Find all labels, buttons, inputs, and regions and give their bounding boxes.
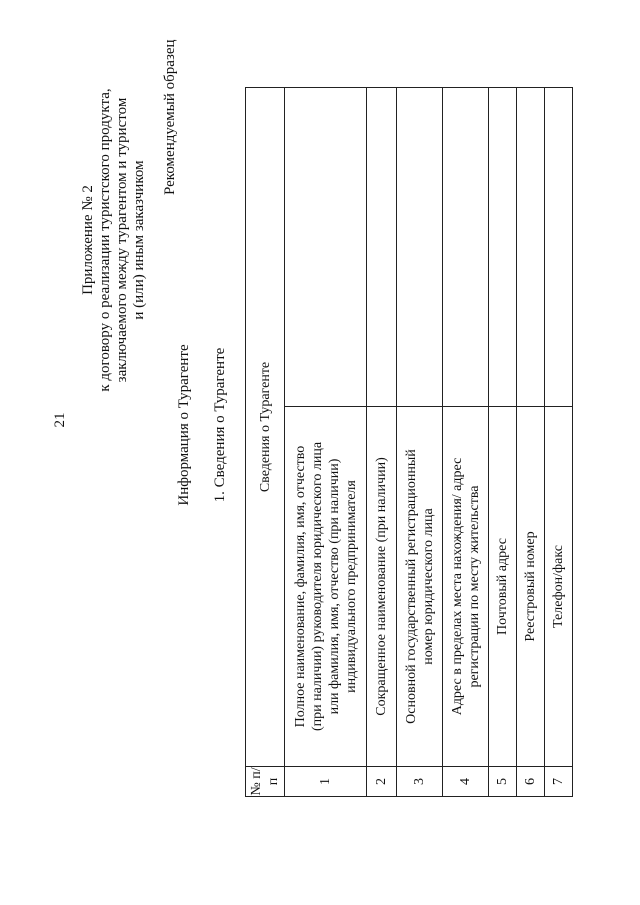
table-row <box>517 88 545 797</box>
field-name-line: Почтовый адрес <box>495 538 510 635</box>
row-num: 2 <box>367 767 397 797</box>
row-field-name <box>545 407 573 767</box>
row-num: 7 <box>545 767 573 797</box>
field-name-line: индивидуального предпринимателя <box>343 480 359 693</box>
row-value[interactable] <box>489 88 517 407</box>
table-row <box>397 88 443 797</box>
row-field-name <box>489 407 517 767</box>
appendix-title: Приложение № 2 <box>80 185 96 295</box>
row-value[interactable] <box>367 88 397 407</box>
row-value[interactable] <box>545 88 573 407</box>
field-name-line: Адрес в пределах места нахождения/ адрес <box>449 457 465 716</box>
field-name-line: Телефон/факс <box>551 545 566 629</box>
sample-label: Рекомендуемый образец <box>162 39 178 195</box>
appendix-header <box>80 40 148 440</box>
row-num: 1 <box>285 767 367 797</box>
row-value[interactable] <box>397 88 443 407</box>
row-field-name <box>285 407 367 767</box>
table-row <box>285 88 367 797</box>
appendix-line: и (или) иным заказчиком <box>131 160 147 320</box>
info-title: Информация о Турагенте <box>176 344 192 506</box>
row-value[interactable] <box>517 88 545 407</box>
row-field-name <box>517 407 545 767</box>
row-field-name <box>397 407 443 767</box>
field-name-line: Полное наименование, фамилия, имя, отчество <box>292 445 308 728</box>
field-name-line: Основной государственный регистрационный <box>403 449 419 724</box>
agent-info-table <box>245 87 573 797</box>
page-number: 21 <box>52 412 68 428</box>
appendix-line: заключаемого между турагентом и туристом <box>114 97 130 383</box>
row-value[interactable] <box>285 88 367 407</box>
table-row <box>489 88 517 797</box>
row-value[interactable] <box>443 88 489 407</box>
appendix-line: к договору о реализации туристского продукта, <box>97 88 113 392</box>
row-field-name <box>443 407 489 767</box>
row-num: 4 <box>443 767 489 797</box>
table-row <box>443 88 489 797</box>
header-info: Сведения о Турагенте <box>246 88 285 767</box>
row-num: 3 <box>397 767 443 797</box>
row-num: 6 <box>517 767 545 797</box>
field-name-line: (при наличии) руководителя юридического лица <box>309 441 325 732</box>
table-row <box>545 88 573 797</box>
table-row <box>367 88 397 797</box>
field-name-line: Реестровый номер <box>523 531 538 642</box>
field-name-line: номер юридического лица <box>420 508 436 665</box>
header-num: № п/п <box>246 767 285 797</box>
row-field-name <box>367 407 397 767</box>
section-title: 1. Сведения о Турагенте <box>212 347 228 503</box>
field-name-line: регистрации по месту жительства <box>466 485 482 688</box>
row-num: 5 <box>489 767 517 797</box>
table-header-row <box>246 88 285 797</box>
field-name-line: или фамилия, имя, отчество (при наличии) <box>326 458 342 715</box>
field-name-line: Сокращенное наименование (при наличии) <box>374 457 389 716</box>
